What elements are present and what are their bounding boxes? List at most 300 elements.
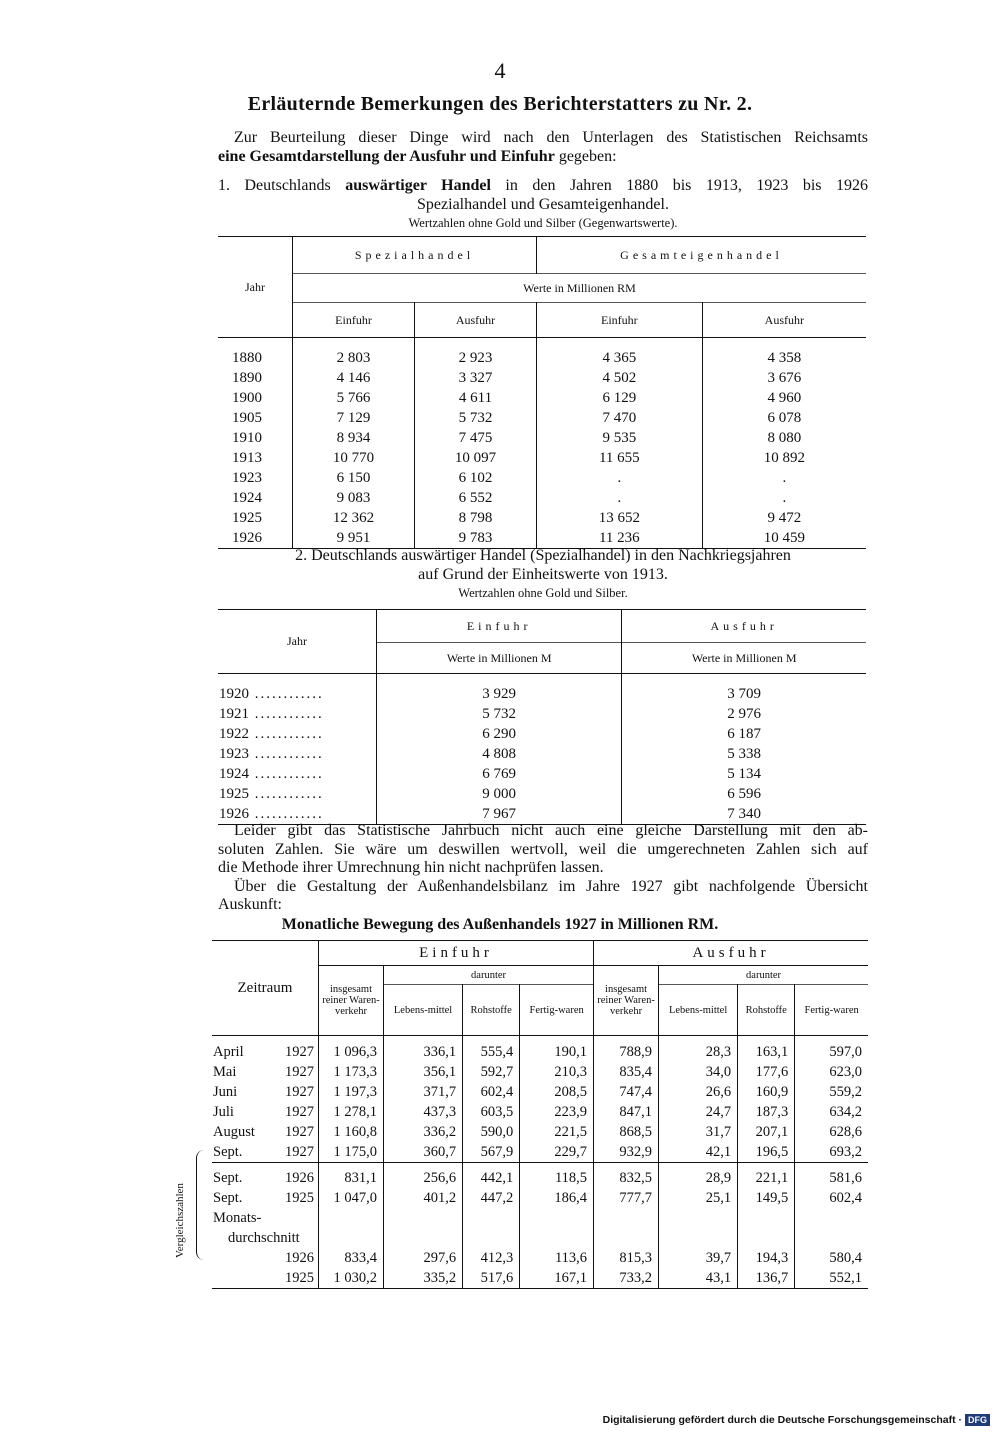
t2-year: 1924: [219, 765, 249, 782]
footer-text: Digitalisierung gefördert durch die Deutsche Forschungsgemeinschaft ·: [602, 1414, 962, 1426]
t2-cell-year: [218, 764, 377, 784]
t2-head-aus: Ausfuhr: [622, 610, 866, 643]
t2-cell-ein: 3 929: [377, 684, 622, 704]
para-2-line-2: Auskunft:: [218, 896, 282, 913]
t1-cell-g_ein: 7 470: [537, 408, 703, 428]
t1-head-spezial: Spezialhandel: [293, 237, 537, 274]
t3-cell-value: 835,4: [594, 1062, 659, 1082]
t1-cell-s_aus: 9 783: [415, 528, 537, 549]
t3-cell-value: 559,2: [795, 1082, 868, 1102]
t3-avg-label-row: [212, 1208, 868, 1228]
t3-cell-value: 592,7: [463, 1062, 520, 1082]
t1-head-s-aus: Ausfuhr: [415, 303, 537, 338]
compare-brace: [196, 1150, 207, 1260]
t3-empty-cell: [795, 1228, 868, 1248]
table-row: [218, 368, 866, 388]
t2-cell-year: [218, 704, 377, 724]
t3-cell-value: 297,6: [384, 1248, 463, 1268]
t1-body: [218, 338, 866, 549]
dfg-logo: DFG: [965, 1414, 990, 1426]
t3-row-label: Mai: [213, 1063, 237, 1080]
t1-cell-g_ein: 9 535: [537, 428, 703, 448]
t2-cell-ein: 7 967: [377, 804, 622, 825]
t3-cell-value: 602,4: [795, 1188, 868, 1208]
para-1-line-3: die Methode ihrer Umrechnung hin nicht nachprüfen lassen.: [218, 859, 604, 876]
t3-cell-value: 207,1: [738, 1122, 795, 1142]
table-row: [218, 508, 866, 528]
t3-empty-cell: [520, 1208, 594, 1228]
t1-cell-g_aus: 10 892: [702, 448, 866, 468]
t3-cell-value: 256,6: [384, 1168, 463, 1188]
t3-cell-label: [212, 1268, 319, 1289]
t3-empty-cell: [594, 1228, 659, 1248]
t3-cell-value: 552,1: [795, 1268, 868, 1289]
intro-line-2: [218, 147, 868, 166]
t3-cell-value: 447,2: [463, 1188, 520, 1208]
t1-cell-year: 1913: [232, 449, 262, 466]
t3-avg-label: durchschnitt: [228, 1229, 300, 1246]
compare-label-text: Vergleichszahlen: [174, 1183, 186, 1258]
table-row: [218, 488, 866, 508]
t3-cell-value: 1 173,3: [319, 1062, 384, 1082]
t3-cell-value: 28,9: [659, 1168, 738, 1188]
t1-cell-g_aus: 4 960: [702, 388, 866, 408]
para-1-line-2: soluten Zahlen. Sie wäre um deswillen wertvoll, weil die umgerechneten Zahlen sich auf: [218, 840, 868, 858]
t3-cell-value: 1 047,0: [319, 1188, 384, 1208]
t1-cell-s_ein: 10 770: [293, 448, 415, 468]
t3-cell-value: 210,3: [520, 1062, 594, 1082]
section-2-title: [218, 546, 868, 603]
t1-cell-g_aus: 8 080: [702, 428, 866, 448]
t3-cell-value: 34,0: [659, 1062, 738, 1082]
t1-cell-g_aus: 3 676: [702, 368, 866, 388]
t1-cell-year: 1880: [232, 349, 262, 366]
t2-cell-ein: 5 732: [377, 704, 622, 724]
t1-cell-s_ein: 8 934: [293, 428, 415, 448]
t3-cell-value: 555,4: [463, 1042, 520, 1062]
t1-cell-year: 1925: [232, 509, 262, 526]
t3-cell-label: [212, 1102, 319, 1122]
t2-cell-year: [218, 744, 377, 764]
t1-head-gesamt: Gesamteigenhandel: [537, 237, 867, 274]
table-row: [218, 388, 866, 408]
t1-cell-g_aus: 6 078: [702, 408, 866, 428]
t2-body: [218, 674, 866, 825]
t3-cell-value: 602,4: [463, 1082, 520, 1102]
t3-cell-value: 442,1: [463, 1168, 520, 1188]
t3-cell-value: 401,2: [384, 1188, 463, 1208]
table-row: [212, 1062, 868, 1082]
t1-cell-year: 1905: [232, 409, 262, 426]
section-2-line-1: 2. Deutschlands auswärtiger Handel (Spezialhandel) in den Nachkriegsjahren: [295, 547, 791, 564]
t3-cell-value: 167,1: [520, 1268, 594, 1289]
t3-cell-value: 777,7: [594, 1188, 659, 1208]
table-row: [212, 1082, 868, 1102]
t3-cell-value: 160,9: [738, 1082, 795, 1102]
t2-cell-ein: 6 769: [377, 764, 622, 784]
t3-cell-value: 194,3: [738, 1248, 795, 1268]
t3-empty-cell: [384, 1228, 463, 1248]
t3-head-leb-aus: Lebens-mittel: [659, 985, 738, 1036]
t3-empty-cell: [738, 1228, 795, 1248]
t3-cell-value: 833,4: [319, 1248, 384, 1268]
t3-empty-cell: [594, 1208, 659, 1228]
t1-cell-s_aus: 6 102: [415, 468, 537, 488]
t1-cell-year: 1890: [232, 369, 262, 386]
t3-cell-value: 590,0: [463, 1122, 520, 1142]
t2-cell-aus: 5 338: [622, 744, 866, 764]
t3-head-roh-aus: Rohstoffe: [738, 985, 795, 1036]
t3-head-ausfuhr: Ausfuhr: [594, 941, 868, 966]
t3-cell-value: 634,2: [795, 1102, 868, 1122]
table-row: [212, 1268, 868, 1289]
t1-cell-year: 1910: [232, 429, 262, 446]
t3-cell-value: 1 160,8: [319, 1122, 384, 1142]
table-row: [212, 1102, 868, 1122]
t1-head-g-ein: Einfuhr: [537, 303, 703, 338]
t1-cell-s_aus: 7 475: [415, 428, 537, 448]
table-row: [218, 448, 866, 468]
t3-cell-value: 26,6: [659, 1082, 738, 1102]
page-number: 4: [494, 58, 506, 83]
t3-empty-cell: [659, 1228, 738, 1248]
t2-year: 1926: [219, 805, 249, 822]
t3-cell-label: [212, 1082, 319, 1102]
t3-cell-value: 221,1: [738, 1168, 795, 1188]
t3-row-year: 1927: [285, 1063, 314, 1080]
table-row: [218, 684, 866, 704]
t3-cell-value: 412,3: [463, 1248, 520, 1268]
t2-head-werte-aus: Werte in Millionen M: [622, 643, 866, 674]
t2-cell-ein: 9 000: [377, 784, 622, 804]
table-row: [218, 704, 866, 724]
t2-cell-aus: 7 340: [622, 804, 866, 825]
table-row: [218, 784, 866, 804]
t2-dots: ............: [249, 705, 324, 722]
t2-dots: ............: [249, 805, 324, 822]
t3-row-year: 1927: [285, 1043, 314, 1060]
t3-cell-value: 371,7: [384, 1082, 463, 1102]
t3-cell-value: 223,9: [520, 1102, 594, 1122]
t3-cell-value: 190,1: [520, 1042, 594, 1062]
s1-title-a: 1. Deutschlands: [218, 177, 346, 194]
t3-cell-label: [212, 1062, 319, 1082]
t1-cell-year: 1926: [232, 529, 262, 546]
t2-cell-year: [218, 684, 377, 704]
t3-head-darunter-ein: darunter: [384, 966, 594, 985]
t3-cell-value: 335,2: [384, 1268, 463, 1289]
t3-cell-value: 815,3: [594, 1248, 659, 1268]
t2-head-ein: Einfuhr: [377, 610, 622, 643]
t3-row-year: 1927: [285, 1143, 314, 1160]
t3-cell-value: 149,5: [738, 1188, 795, 1208]
t3-empty-cell: [319, 1208, 384, 1228]
t1-cell-s_ein: 9 951: [293, 528, 415, 549]
section-1-note: Wertzahlen ohne Gold und Silber (Gegenwartswerte).: [408, 216, 678, 230]
compare-label: [172, 1160, 192, 1260]
t1-cell-s_ein: 12 362: [293, 508, 415, 528]
t3-cell-value: 847,1: [594, 1102, 659, 1122]
t1-cell-g_ein: 11 655: [537, 448, 703, 468]
t2-year: 1922: [219, 725, 249, 742]
t1-cell-s_ein: 9 083: [293, 488, 415, 508]
table-row: [218, 764, 866, 784]
t3-row-year: 1926: [285, 1169, 314, 1186]
t3-cell-value: 360,7: [384, 1142, 463, 1163]
t2-cell-aus: 6 187: [622, 724, 866, 744]
t1-cell-s_ein: 5 766: [293, 388, 415, 408]
t3-row-year: 1927: [285, 1083, 314, 1100]
t1-head-g-aus: Ausfuhr: [702, 303, 866, 338]
t3-cell-value: 733,2: [594, 1268, 659, 1289]
t3-avg-label: Monats-: [213, 1209, 262, 1226]
t2-head-jahr: Jahr: [218, 610, 377, 674]
t3-cell-value: 42,1: [659, 1142, 738, 1163]
t3-cell-value: 580,4: [795, 1248, 868, 1268]
t3-cell-value: 28,3: [659, 1042, 738, 1062]
table-row: [212, 1142, 868, 1163]
t3-head-zeitraum: Zeitraum: [212, 941, 319, 1036]
t3-cell-value: 581,6: [795, 1168, 868, 1188]
t2-cell-aus: 3 709: [622, 684, 866, 704]
t3-row-year: 1925: [285, 1189, 314, 1206]
t1-cell-s_aus: 5 732: [415, 408, 537, 428]
t1-cell-g_aus: 9 472: [702, 508, 866, 528]
t2-cell-aus: 5 134: [622, 764, 866, 784]
t1-cell-g_aus: .: [702, 488, 866, 508]
t3-head-roh-ein: Rohstoffe: [463, 985, 520, 1036]
para-1-line-1: Leider gibt das Statistische Jahrbuch nicht auch eine gleiche Darstellung mit den ab-: [234, 822, 868, 839]
section-2-line-2: auf Grund der Einheitswerte von 1913.: [418, 566, 668, 583]
t3-cell-value: 43,1: [659, 1268, 738, 1289]
t1-cell-s_ein: 7 129: [293, 408, 415, 428]
t3-cell-value: 832,5: [594, 1168, 659, 1188]
table-3: [212, 940, 868, 1289]
table-1: [218, 236, 866, 549]
t3-cell-value: 31,7: [659, 1122, 738, 1142]
page-title: Erläuternde Bemerkungen des Berichterstatters zu Nr. 2.: [247, 93, 753, 115]
t2-year: 1921: [219, 705, 249, 722]
section-1-line-1: [218, 176, 868, 195]
t2-year: 1920: [219, 685, 249, 702]
t3-cell-value: 597,0: [795, 1042, 868, 1062]
t3-cell-value: 517,6: [463, 1268, 520, 1289]
t3-cell-value: 1 278,1: [319, 1102, 384, 1122]
t3-body: [212, 1036, 868, 1289]
t1-cell-g_ein: .: [537, 488, 703, 508]
t3-cell-value: 229,7: [520, 1142, 594, 1163]
t3-cell-value: 24,7: [659, 1102, 738, 1122]
t3-cell-value: 25,1: [659, 1188, 738, 1208]
t3-empty-cell: [738, 1208, 795, 1228]
t3-row-label: Juli: [213, 1103, 234, 1120]
t3-head-einfuhr: Einfuhr: [319, 941, 594, 966]
t3-empty-cell: [463, 1208, 520, 1228]
t3-cell-value: 603,5: [463, 1102, 520, 1122]
t3-cell-label: [212, 1122, 319, 1142]
t1-cell-s_ein: 2 803: [293, 348, 415, 368]
t3-empty-cell: [659, 1208, 738, 1228]
table-row: [218, 724, 866, 744]
t3-head-fert-ein: Fertig-waren: [520, 985, 594, 1036]
t1-cell-s_aus: 3 327: [415, 368, 537, 388]
t3-empty-cell: [319, 1228, 384, 1248]
intro-line-1: Zur Beurteilung dieser Dinge wird nach den Unterlagen des Statistischen Reichsamts: [234, 129, 868, 146]
intro-text: [218, 128, 868, 166]
t3-row-year: 1927: [285, 1123, 314, 1140]
t1-cell-s_aus: 10 097: [415, 448, 537, 468]
t1-head-jahr: Jahr: [218, 237, 293, 338]
table-row: [212, 1188, 868, 1208]
t3-row-label: Sept.: [213, 1189, 243, 1206]
t3-cell-label: [212, 1168, 319, 1188]
t1-cell-g_ein: .: [537, 468, 703, 488]
t3-head-ins-ein: insgesamt reiner Waren-verkehr: [319, 966, 384, 1036]
s1-title-b: in den Jahren 1880 bis 1913, 1923 bis 1926: [490, 177, 868, 194]
t1-cell-g_aus: .: [702, 468, 866, 488]
table-row: [218, 348, 866, 368]
table-row: [212, 1042, 868, 1062]
t3-head-leb-ein: Lebens-mittel: [384, 985, 463, 1036]
t3-cell-value: 186,4: [520, 1188, 594, 1208]
table-row: [212, 1122, 868, 1142]
table-row: [218, 428, 866, 448]
t1-cell-g_ein: 4 502: [537, 368, 703, 388]
intro-rest: gegeben:: [554, 148, 617, 165]
t3-cell-value: 187,3: [738, 1102, 795, 1122]
t3-row-label: August: [213, 1123, 255, 1140]
t3-cell-value: 932,9: [594, 1142, 659, 1163]
intro-bold: eine Gesamtdarstellung der Ausfuhr und Einfuhr: [218, 148, 555, 165]
body-paragraphs: [218, 822, 868, 915]
t3-row-label: Sept.: [213, 1169, 243, 1186]
t3-cell-value: 747,4: [594, 1082, 659, 1102]
t3-cell-value: 1 175,0: [319, 1142, 384, 1163]
t1-cell-g_ein: 13 652: [537, 508, 703, 528]
table-row: [218, 408, 866, 428]
t3-cell-value: 567,9: [463, 1142, 520, 1163]
t2-head-werte-ein: Werte in Millionen M: [377, 643, 622, 674]
t3-cell-value: 177,6: [738, 1062, 795, 1082]
t1-cell-g_ein: 6 129: [537, 388, 703, 408]
table-row: [218, 744, 866, 764]
t3-cell-value: 868,5: [594, 1122, 659, 1142]
t2-cell-year: [218, 724, 377, 744]
table-row: [212, 1168, 868, 1188]
t3-cell-value: 196,5: [738, 1142, 795, 1163]
t3-cell-value: 788,9: [594, 1042, 659, 1062]
t3-empty-cell: [384, 1208, 463, 1228]
t3-cell-value: 113,6: [520, 1248, 594, 1268]
t3-row-year: 1926: [285, 1249, 314, 1266]
table-row: [218, 468, 866, 488]
t1-cell-g_ein: 4 365: [537, 348, 703, 368]
t1-head-s-ein: Einfuhr: [293, 303, 415, 338]
t1-cell-s_aus: 8 798: [415, 508, 537, 528]
t3-cell-label: [212, 1248, 319, 1268]
section-2-note: Wertzahlen ohne Gold und Silber.: [458, 586, 628, 600]
t2-cell-ein: 4 808: [377, 744, 622, 764]
t1-cell-s_aus: 6 552: [415, 488, 537, 508]
t3-row-year: 1925: [285, 1269, 314, 1286]
t3-cell-value: 39,7: [659, 1248, 738, 1268]
t3-avg-label-row: [212, 1228, 868, 1248]
t1-cell-year: 1923: [232, 469, 262, 486]
t3-empty-cell: [463, 1228, 520, 1248]
t3-cell-value: 693,2: [795, 1142, 868, 1163]
t3-cell-value: 356,1: [384, 1062, 463, 1082]
t1-cell-g_aus: 4 358: [702, 348, 866, 368]
t3-head-ins-aus: insgesamt reiner Waren-verkehr: [594, 966, 659, 1036]
footer: [603, 1414, 990, 1426]
t3-cell-value: 118,5: [520, 1168, 594, 1188]
t2-dots: ............: [249, 745, 324, 762]
t2-cell-aus: 6 596: [622, 784, 866, 804]
t3-cell-value: 1 096,3: [319, 1042, 384, 1062]
t3-cell-value: 336,2: [384, 1122, 463, 1142]
t2-cell-ein: 6 290: [377, 724, 622, 744]
s1-title-bold: auswärtiger Handel: [345, 177, 491, 194]
t2-cell-year: [218, 784, 377, 804]
t1-cell-year: 1924: [232, 489, 262, 506]
t3-row-label: April: [213, 1043, 244, 1060]
t3-cell-label: [212, 1188, 319, 1208]
t3-cell-value: 1 197,3: [319, 1082, 384, 1102]
t3-cell-value: 163,1: [738, 1042, 795, 1062]
para-2-line-1: Über die Gestaltung der Außenhandelsbilanz im Jahre 1927 gibt nachfolgende Übersicht: [234, 877, 868, 895]
t3-cell-value: 336,1: [384, 1042, 463, 1062]
t2-dots: ............: [249, 725, 324, 742]
t3-cell-value: 623,0: [795, 1062, 868, 1082]
section-1-title: [218, 176, 868, 233]
t2-year: 1923: [219, 745, 249, 762]
t1-head-werte: Werte in Millionen RM: [293, 274, 867, 303]
t2-cell-aus: 2 976: [622, 704, 866, 724]
t2-dots: ............: [249, 765, 324, 782]
t3-row-year: 1927: [285, 1103, 314, 1120]
t3-row-label: Sept.: [213, 1143, 243, 1160]
t3-head-fert-aus: Fertig-waren: [795, 985, 868, 1036]
t1-cell-s_aus: 4 611: [415, 388, 537, 408]
t3-cell-value: 136,7: [738, 1268, 795, 1289]
t3-cell-value: 208,5: [520, 1082, 594, 1102]
section-3-title: Monatliche Bewegung des Außenhandels 1927 in Millionen RM.: [281, 916, 719, 933]
t2-dots: ............: [249, 685, 324, 702]
t2-year: 1925: [219, 785, 249, 802]
t1-cell-g_ein: 11 236: [537, 528, 703, 549]
t3-cell-value: 437,3: [384, 1102, 463, 1122]
t3-cell-value: 221,5: [520, 1122, 594, 1142]
t2-dots: ............: [249, 785, 324, 802]
table-2: [218, 609, 866, 825]
t3-cell-value: 831,1: [319, 1168, 384, 1188]
t1-cell-g_aus: 10 459: [702, 528, 866, 549]
t3-cell-label: [212, 1142, 319, 1163]
table-row: [212, 1248, 868, 1268]
t3-cell-value: 1 030,2: [319, 1268, 384, 1289]
t1-cell-s_ein: 6 150: [293, 468, 415, 488]
t3-empty-cell: [795, 1208, 868, 1228]
t3-cell-label: [212, 1042, 319, 1062]
section-1-line-2: Spezialhandel und Gesamteigenhandel.: [417, 196, 669, 213]
t3-row-label: Juni: [213, 1083, 238, 1100]
t3-head-darunter-aus: darunter: [659, 966, 868, 985]
t1-cell-s_aus: 2 923: [415, 348, 537, 368]
t1-cell-s_ein: 4 146: [293, 368, 415, 388]
t3-cell-value: 628,6: [795, 1122, 868, 1142]
t1-cell-year: 1900: [232, 389, 262, 406]
t3-empty-cell: [520, 1228, 594, 1248]
